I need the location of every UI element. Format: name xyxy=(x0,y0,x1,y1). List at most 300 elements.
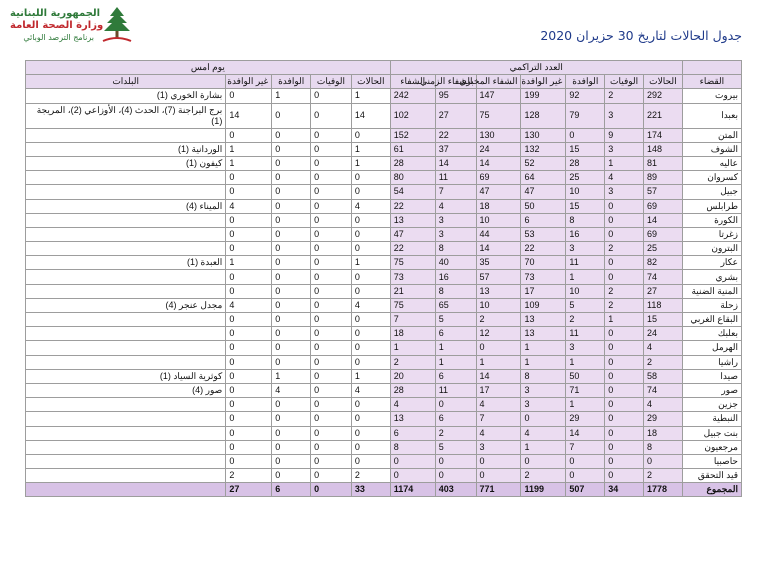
cases-table xyxy=(25,60,742,497)
deaths-cell: 0 xyxy=(605,412,644,426)
y-imported-cell: 0 xyxy=(272,454,311,468)
deaths-cell: 2 xyxy=(605,89,644,103)
imported-cell: 11 xyxy=(566,327,605,341)
recovered-lab-cell: 14 xyxy=(476,242,521,256)
imported-cell: 71 xyxy=(566,383,605,397)
recovered-cell: 102 xyxy=(390,103,435,128)
recovered-lab-cell: 3 xyxy=(476,440,521,454)
towns-cell: العبدة (1) xyxy=(26,256,226,270)
recovered-lab-cell: 75 xyxy=(476,103,521,128)
cases-cell: 89 xyxy=(643,171,682,185)
deaths-cell: 3 xyxy=(605,103,644,128)
towns-cell xyxy=(26,185,226,199)
towns-cell xyxy=(26,171,226,185)
non-imported-cell: 53 xyxy=(521,227,566,241)
deaths-cell: 0 xyxy=(605,341,644,355)
total-row xyxy=(26,483,742,497)
recovered-lab-cell: 44 xyxy=(476,227,521,241)
y-non-imported-cell: 0 xyxy=(226,398,272,412)
district-cell: كسروان xyxy=(682,171,741,185)
district-cell: المجموع xyxy=(682,483,741,497)
y-imported-cell: 0 xyxy=(272,469,311,483)
y-deaths-cell: 0 xyxy=(311,327,352,341)
non-imported-cell: 199 xyxy=(521,89,566,103)
y-deaths-cell: 0 xyxy=(311,171,352,185)
y-deaths-cell: 0 xyxy=(311,355,352,369)
recovered-lab-cell: 69 xyxy=(476,171,521,185)
y-imported-cell: 0 xyxy=(272,298,311,312)
table-row xyxy=(26,412,742,426)
imported-cell: 28 xyxy=(566,156,605,170)
recovered-time-cell: 0 xyxy=(435,454,476,468)
y-deaths-cell: 0 xyxy=(311,454,352,468)
table-row xyxy=(26,440,742,454)
col-recovered-lab: الشفاء المخبري xyxy=(476,75,521,89)
y-imported-cell: 0 xyxy=(272,398,311,412)
col-y-imported: الوافدة xyxy=(272,75,311,89)
deaths-cell: 0 xyxy=(605,426,644,440)
district-cell: النبطية xyxy=(682,412,741,426)
imported-cell: 3 xyxy=(566,341,605,355)
cases-cell: 57 xyxy=(643,185,682,199)
imported-cell: 5 xyxy=(566,298,605,312)
cases-cell: 14 xyxy=(643,213,682,227)
y-non-imported-cell: 14 xyxy=(226,103,272,128)
y-non-imported-cell: 0 xyxy=(226,89,272,103)
cases-cell: 81 xyxy=(643,156,682,170)
non-imported-cell: 109 xyxy=(521,298,566,312)
y-non-imported-cell: 1 xyxy=(226,142,272,156)
district-cell: بشري xyxy=(682,270,741,284)
y-deaths-cell: 0 xyxy=(311,313,352,327)
recovered-time-cell: 8 xyxy=(435,242,476,256)
group-header-row xyxy=(26,61,742,75)
towns-cell: صور (4) xyxy=(26,383,226,397)
district-cell: البترون xyxy=(682,242,741,256)
y-deaths-cell: 0 xyxy=(311,270,352,284)
towns-cell xyxy=(26,213,226,227)
non-imported-cell: 13 xyxy=(521,313,566,327)
non-imported-cell: 1 xyxy=(521,440,566,454)
y-cases-cell: 0 xyxy=(351,412,390,426)
district-cell: بيروت xyxy=(682,89,741,103)
non-imported-cell: 1 xyxy=(521,355,566,369)
recovered-time-cell: 22 xyxy=(435,128,476,142)
col-y-non-imported: غير الوافدة xyxy=(226,75,272,89)
y-cases-cell: 1 xyxy=(351,156,390,170)
y-non-imported-cell: 1 xyxy=(226,156,272,170)
y-cases-cell: 0 xyxy=(351,185,390,199)
table-row xyxy=(26,142,742,156)
y-non-imported-cell: 0 xyxy=(226,128,272,142)
cases-cell: 8 xyxy=(643,440,682,454)
district-cell: جبيل xyxy=(682,185,741,199)
y-deaths-cell: 0 xyxy=(311,412,352,426)
deaths-cell: 3 xyxy=(605,185,644,199)
towns-cell xyxy=(26,284,226,298)
y-deaths-cell: 0 xyxy=(311,256,352,270)
col-non-imported: غير الوافدة xyxy=(521,75,566,89)
recovered-cell: 4 xyxy=(390,398,435,412)
table-row xyxy=(26,298,742,312)
y-non-imported-cell: 0 xyxy=(226,313,272,327)
deaths-cell: 0 xyxy=(605,383,644,397)
district-cell: زغرتا xyxy=(682,227,741,241)
y-non-imported-cell: 0 xyxy=(226,270,272,284)
non-imported-cell: 2 xyxy=(521,469,566,483)
y-imported-cell: 0 xyxy=(272,142,311,156)
y-imported-cell: 0 xyxy=(272,327,311,341)
deaths-cell: 0 xyxy=(605,440,644,454)
col-recovered: الشفاء xyxy=(390,75,435,89)
recovered-cell: 8 xyxy=(390,440,435,454)
table-row xyxy=(26,185,742,199)
column-header-row xyxy=(26,75,742,89)
recovered-lab-cell: 14 xyxy=(476,156,521,170)
district-cell: الكورة xyxy=(682,213,741,227)
recovered-time-cell: 95 xyxy=(435,89,476,103)
towns-cell: الوردانية (1) xyxy=(26,142,226,156)
non-imported-cell: 128 xyxy=(521,103,566,128)
recovered-lab-cell: 7 xyxy=(476,412,521,426)
y-deaths-cell: 0 xyxy=(311,89,352,103)
recovered-lab-cell: 18 xyxy=(476,199,521,213)
imported-cell: 8 xyxy=(566,213,605,227)
cases-cell: 82 xyxy=(643,256,682,270)
recovered-time-cell: 4 xyxy=(435,199,476,213)
y-non-imported-cell: 27 xyxy=(226,483,272,497)
recovered-time-cell: 16 xyxy=(435,270,476,284)
imported-cell: 79 xyxy=(566,103,605,128)
recovered-lab-cell: 4 xyxy=(476,398,521,412)
table-row xyxy=(26,327,742,341)
recovered-time-cell: 6 xyxy=(435,412,476,426)
towns-cell xyxy=(26,398,226,412)
recovered-time-cell: 5 xyxy=(435,440,476,454)
cases-cell: 118 xyxy=(643,298,682,312)
recovered-lab-cell: 10 xyxy=(476,213,521,227)
y-deaths-cell: 0 xyxy=(311,185,352,199)
recovered-cell: 22 xyxy=(390,199,435,213)
col-deaths: الوفيات xyxy=(605,75,644,89)
y-non-imported-cell: 0 xyxy=(226,171,272,185)
cases-cell: 174 xyxy=(643,128,682,142)
y-cases-cell: 1 xyxy=(351,89,390,103)
recovered-lab-cell: 4 xyxy=(476,426,521,440)
cases-cell: 27 xyxy=(643,284,682,298)
y-non-imported-cell: 0 xyxy=(226,242,272,256)
cases-cell: 24 xyxy=(643,327,682,341)
towns-cell: الميناء (4) xyxy=(26,199,226,213)
towns-cell xyxy=(26,483,226,497)
district-cell: صيدا xyxy=(682,369,741,383)
y-deaths-cell: 0 xyxy=(311,213,352,227)
towns-cell xyxy=(26,454,226,468)
deaths-cell: 0 xyxy=(605,213,644,227)
recovered-cell: 18 xyxy=(390,327,435,341)
cases-cell: 4 xyxy=(643,398,682,412)
non-imported-cell: 1 xyxy=(521,341,566,355)
y-imported-cell: 0 xyxy=(272,270,311,284)
imported-cell: 16 xyxy=(566,227,605,241)
towns-cell xyxy=(26,426,226,440)
y-imported-cell: 0 xyxy=(272,103,311,128)
cases-cell: 18 xyxy=(643,426,682,440)
table-row xyxy=(26,355,742,369)
imported-cell: 15 xyxy=(566,142,605,156)
non-imported-cell: 22 xyxy=(521,242,566,256)
imported-cell: 11 xyxy=(566,256,605,270)
y-imported-cell: 0 xyxy=(272,284,311,298)
recovered-lab-cell: 0 xyxy=(476,454,521,468)
deaths-cell: 3 xyxy=(605,142,644,156)
col-y-cases: الحالات xyxy=(351,75,390,89)
imported-cell: 507 xyxy=(566,483,605,497)
non-imported-cell: 132 xyxy=(521,142,566,156)
table-row xyxy=(26,242,742,256)
deaths-cell: 2 xyxy=(605,298,644,312)
towns-cell xyxy=(26,440,226,454)
y-cases-cell: 4 xyxy=(351,383,390,397)
table-row xyxy=(26,199,742,213)
y-imported-cell: 4 xyxy=(272,383,311,397)
table-row xyxy=(26,469,742,483)
y-non-imported-cell: 0 xyxy=(226,213,272,227)
towns-cell xyxy=(26,355,226,369)
non-imported-cell: 0 xyxy=(521,412,566,426)
cases-cell: 0 xyxy=(643,454,682,468)
recovered-time-cell: 1 xyxy=(435,341,476,355)
y-cases-cell: 2 xyxy=(351,469,390,483)
y-cases-cell: 0 xyxy=(351,341,390,355)
recovered-cell: 2 xyxy=(390,355,435,369)
district-cell: بعبدا xyxy=(682,103,741,128)
table-row xyxy=(26,227,742,241)
y-cases-cell: 4 xyxy=(351,298,390,312)
y-imported-cell: 1 xyxy=(272,89,311,103)
y-deaths-cell: 0 xyxy=(311,440,352,454)
recovered-time-cell: 65 xyxy=(435,298,476,312)
non-imported-cell: 130 xyxy=(521,128,566,142)
recovered-time-cell: 37 xyxy=(435,142,476,156)
y-deaths-cell: 0 xyxy=(311,398,352,412)
header-yesterday: يوم امس xyxy=(26,61,391,75)
non-imported-cell: 52 xyxy=(521,156,566,170)
towns-cell xyxy=(26,412,226,426)
district-cell: عاليه xyxy=(682,156,741,170)
non-imported-cell: 1199 xyxy=(521,483,566,497)
y-imported-cell: 0 xyxy=(272,199,311,213)
recovered-lab-cell: 147 xyxy=(476,89,521,103)
deaths-cell: 0 xyxy=(605,398,644,412)
cases-cell: 1778 xyxy=(643,483,682,497)
cases-cell: 292 xyxy=(643,89,682,103)
y-cases-cell: 0 xyxy=(351,398,390,412)
non-imported-cell: 6 xyxy=(521,213,566,227)
y-deaths-cell: 0 xyxy=(311,128,352,142)
deaths-cell: 2 xyxy=(605,284,644,298)
deaths-cell: 0 xyxy=(605,327,644,341)
towns-cell xyxy=(26,341,226,355)
recovered-cell: 13 xyxy=(390,412,435,426)
recovered-time-cell: 3 xyxy=(435,213,476,227)
imported-cell: 2 xyxy=(566,313,605,327)
y-deaths-cell: 0 xyxy=(311,483,352,497)
table-row xyxy=(26,156,742,170)
recovered-time-cell: 0 xyxy=(435,469,476,483)
district-cell: بنت جبيل xyxy=(682,426,741,440)
y-non-imported-cell: 4 xyxy=(226,199,272,213)
y-non-imported-cell: 4 xyxy=(226,298,272,312)
y-imported-cell: 6 xyxy=(272,483,311,497)
district-cell: البقاع الغربي xyxy=(682,313,741,327)
y-deaths-cell: 0 xyxy=(311,469,352,483)
y-imported-cell: 0 xyxy=(272,426,311,440)
y-imported-cell: 0 xyxy=(272,440,311,454)
table-row xyxy=(26,284,742,298)
recovered-cell: 21 xyxy=(390,284,435,298)
col-cases: الحالات xyxy=(643,75,682,89)
table-row xyxy=(26,383,742,397)
non-imported-cell: 3 xyxy=(521,383,566,397)
cases-cell: 221 xyxy=(643,103,682,128)
recovered-cell: 47 xyxy=(390,227,435,241)
recovered-time-cell: 6 xyxy=(435,369,476,383)
deaths-cell: 9 xyxy=(605,128,644,142)
cases-cell: 69 xyxy=(643,227,682,241)
y-non-imported-cell: 2 xyxy=(226,469,272,483)
y-cases-cell: 1 xyxy=(351,369,390,383)
y-imported-cell: 0 xyxy=(272,256,311,270)
recovered-time-cell: 14 xyxy=(435,156,476,170)
cases-cell: 69 xyxy=(643,199,682,213)
recovered-time-cell: 8 xyxy=(435,284,476,298)
y-imported-cell: 0 xyxy=(272,156,311,170)
y-imported-cell: 1 xyxy=(272,369,311,383)
non-imported-cell: 64 xyxy=(521,171,566,185)
imported-cell: 15 xyxy=(566,199,605,213)
y-imported-cell: 0 xyxy=(272,313,311,327)
district-cell: قيد التحقق xyxy=(682,469,741,483)
y-deaths-cell: 0 xyxy=(311,142,352,156)
recovered-cell: 28 xyxy=(390,156,435,170)
y-deaths-cell: 0 xyxy=(311,284,352,298)
y-cases-cell: 0 xyxy=(351,213,390,227)
col-towns: البلدات xyxy=(26,75,226,89)
recovered-lab-cell: 2 xyxy=(476,313,521,327)
y-non-imported-cell: 1 xyxy=(226,256,272,270)
cases-cell: 15 xyxy=(643,313,682,327)
recovered-lab-cell: 24 xyxy=(476,142,521,156)
table-row xyxy=(26,256,742,270)
imported-cell: 1 xyxy=(566,355,605,369)
imported-cell: 0 xyxy=(566,128,605,142)
recovered-time-cell: 1 xyxy=(435,355,476,369)
y-cases-cell: 0 xyxy=(351,227,390,241)
ministry-logo xyxy=(8,6,138,46)
y-cases-cell: 0 xyxy=(351,242,390,256)
imported-cell: 0 xyxy=(566,454,605,468)
y-cases-cell: 1 xyxy=(351,256,390,270)
recovered-cell: 242 xyxy=(390,89,435,103)
y-deaths-cell: 0 xyxy=(311,426,352,440)
recovered-cell: 73 xyxy=(390,270,435,284)
y-imported-cell: 0 xyxy=(272,355,311,369)
non-imported-cell: 50 xyxy=(521,199,566,213)
district-cell: المنية الضنية xyxy=(682,284,741,298)
towns-cell xyxy=(26,270,226,284)
table-row xyxy=(26,103,742,128)
recovered-cell: 0 xyxy=(390,469,435,483)
y-cases-cell: 0 xyxy=(351,270,390,284)
district-cell: الهرمل xyxy=(682,341,741,355)
recovered-lab-cell: 12 xyxy=(476,327,521,341)
recovered-time-cell: 5 xyxy=(435,313,476,327)
cases-cell: 4 xyxy=(643,341,682,355)
col-district: القضاء xyxy=(682,75,741,89)
y-imported-cell: 0 xyxy=(272,412,311,426)
deaths-cell: 0 xyxy=(605,270,644,284)
district-cell: مرجعيون xyxy=(682,440,741,454)
y-imported-cell: 0 xyxy=(272,227,311,241)
recovered-time-cell: 6 xyxy=(435,327,476,341)
logo-ministry-text: وزارة الصحة العامة xyxy=(10,20,104,31)
cases-cell: 58 xyxy=(643,369,682,383)
y-non-imported-cell: 0 xyxy=(226,383,272,397)
y-non-imported-cell: 0 xyxy=(226,440,272,454)
district-cell: حاصبيا xyxy=(682,454,741,468)
towns-cell: مجدل عنجر (4) xyxy=(26,298,226,312)
deaths-cell: 0 xyxy=(605,227,644,241)
district-cell: عكار xyxy=(682,256,741,270)
deaths-cell: 1 xyxy=(605,313,644,327)
non-imported-cell: 0 xyxy=(521,454,566,468)
table-body xyxy=(26,89,742,497)
non-imported-cell: 17 xyxy=(521,284,566,298)
table-row xyxy=(26,369,742,383)
recovered-cell: 61 xyxy=(390,142,435,156)
y-cases-cell: 14 xyxy=(351,103,390,128)
cases-cell: 29 xyxy=(643,412,682,426)
table-row xyxy=(26,426,742,440)
non-imported-cell: 13 xyxy=(521,327,566,341)
non-imported-cell: 70 xyxy=(521,256,566,270)
non-imported-cell: 8 xyxy=(521,369,566,383)
imported-cell: 50 xyxy=(566,369,605,383)
y-cases-cell: 0 xyxy=(351,355,390,369)
y-imported-cell: 0 xyxy=(272,341,311,355)
recovered-lab-cell: 10 xyxy=(476,298,521,312)
district-cell: بعلبك xyxy=(682,327,741,341)
deaths-cell: 34 xyxy=(605,483,644,497)
recovered-cell: 152 xyxy=(390,128,435,142)
imported-cell: 92 xyxy=(566,89,605,103)
district-cell: جزين xyxy=(682,398,741,412)
y-deaths-cell: 0 xyxy=(311,298,352,312)
deaths-cell: 0 xyxy=(605,199,644,213)
y-non-imported-cell: 0 xyxy=(226,454,272,468)
y-deaths-cell: 0 xyxy=(311,341,352,355)
deaths-cell: 0 xyxy=(605,355,644,369)
imported-cell: 7 xyxy=(566,440,605,454)
recovered-cell: 6 xyxy=(390,426,435,440)
logo-republic-text: الجمهورية اللبنانية xyxy=(10,8,101,19)
imported-cell: 1 xyxy=(566,270,605,284)
deaths-cell: 0 xyxy=(605,256,644,270)
y-cases-cell: 0 xyxy=(351,128,390,142)
y-cases-cell: 0 xyxy=(351,440,390,454)
non-imported-cell: 47 xyxy=(521,185,566,199)
